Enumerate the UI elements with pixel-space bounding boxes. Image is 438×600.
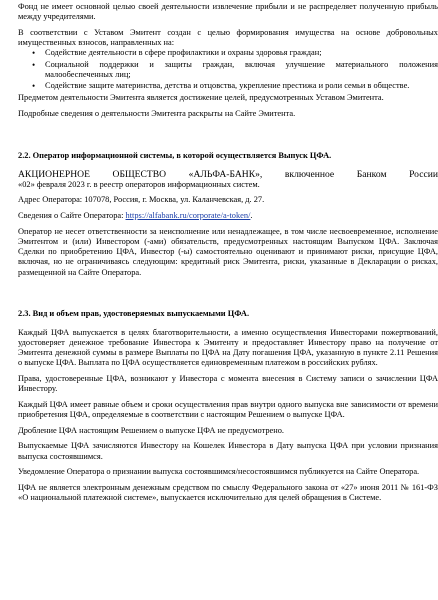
operator-liability: Оператор не несет ответственности за неисполнение или ненадлежащее, в том числе несвоевременное, исполнение Эмитентом и (или) Инвестором (-ами) обязательств, предусмотренных настоящим Выпуском ЦФА. Заключая Сделки по приобретению ЦФА, Инвестор (-ы) самостоятельно оценивают и принимают риски, присущие ЦФА, включая, но не ограничиваясь следующим: кредитный риск Эмитента, риски, указанные в Декларации о рисках, размещенной на Сайте Оператора. — [18, 226, 438, 277]
purpose-list-item: • Содействие защите материнства, детства и отцовства, укрепление престижа и роли семьи в обществе. — [18, 81, 438, 91]
purpose-list — [18, 48, 438, 91]
rights-paragraph-2: Права, удостоверенные ЦФА, возникают у Инвестора с момента внесения в Систему записи о зачислении ЦФА Инвестору. — [18, 373, 438, 394]
section-heading-2-2: 2.2. Оператор информационной системы, в которой осуществляется Выпуск ЦФА. — [18, 150, 332, 160]
operator-registry-line: «02» февраля 2023 г. в реестр операторов информационных систем. — [18, 179, 260, 189]
operator-word: «АЛЬФА-БАНК», — [188, 168, 263, 180]
intro-paragraph-4: Подробные сведения о деятельности Эмитента раскрыты на Сайте Эмитента. — [18, 108, 296, 118]
rights-paragraph-4: Дробление ЦФА настоящим Решением о выпуске ЦФА не предусмотрено. — [18, 425, 285, 435]
rights-paragraph-3: Каждый ЦФА имеет равные объем и сроки осуществления прав внутри одного выпуска вне зависимости от времени приобретения ЦФА, определяемые в соответствии с настоящим Решением о выпуске ЦФА. — [18, 399, 438, 419]
operator-address: Адрес Оператора: 107078, Россия, г. Москва, ул. Каланчевская, д. 27. — [18, 195, 265, 205]
intro-paragraph-3: Предметом деятельности Эмитента является достижение целей, предусмотренных Уставом Эмитента. — [18, 93, 384, 103]
operator-site-link[interactable]: https://alfabank.ru/corporate/a-token/ — [125, 211, 251, 221]
operator-name-line — [18, 169, 438, 180]
purpose-list-item: • Содействие деятельности в сфере профилактики и охраны здоровья граждан; — [18, 48, 438, 58]
operator-word: России — [409, 168, 438, 180]
intro-paragraph-1: Фонд не имеет основной целью своей деятельности извлечение прибыли и не распределяет полученную прибыль между учредителями. — [18, 2, 438, 22]
section-heading-2-3: 2.3. Вид и объем прав, удостоверяемых выпускаемыми ЦФА. — [18, 309, 250, 319]
operator-word: АКЦИОНЕРНОЕ — [18, 168, 90, 180]
operator-site — [18, 211, 438, 221]
rights-paragraph-1: Каждый ЦФА выпускается в целях благотворительности, а именно осуществления Инвесторами пожертвований, удостоверяет денежное требование Инвестора к Эмитенту и предоставляет Инвестору право на получение от Эмитента денежной суммы в размере Выплаты по ЦФА на Дату погашения ЦФА, указанную в пункте 2.11 Решения о выпуске ЦФА. Выплата по ЦФА осуществляется единовременным платежом в российских рублях. — [18, 327, 438, 368]
operator-site-suffix: . — [250, 211, 253, 221]
purpose-list-item: • Социальной поддержки и защиты граждан, включая улучшение материального положения малообеспеченных лиц; — [18, 60, 438, 80]
operator-site-label: Сведения о Сайте Оператора: — [18, 211, 126, 221]
operator-word: ОБЩЕСТВО — [112, 168, 167, 180]
intro-paragraph-2: В соответствии с Уставом Эмитент создан с целью формирования имущества на основе добровольных имущественных взносов, направленных на: — [18, 27, 438, 48]
operator-word: Банком — [356, 168, 387, 180]
rights-paragraph-5: Выпускаемые ЦФА зачисляются Инвестору на Кошелек Инвестора в Дату выпуска ЦФА при условии признания выпуска состоявшимся. — [18, 441, 438, 461]
rights-paragraph-7: ЦФА не является электронным денежным средством по смыслу Федерального закона от «27» июня 2011 № 161-ФЗ «О национальной платежной системе», выпускается исключительно для целей обращения в Системе. — [18, 483, 438, 503]
operator-word: включенное — [284, 168, 335, 180]
document-page — [18, 0, 438, 503]
rights-paragraph-6: Уведомление Оператора о признании выпуска состоявшимся/несостоявшимся публикуется на Сайте Оператора. — [18, 467, 420, 477]
